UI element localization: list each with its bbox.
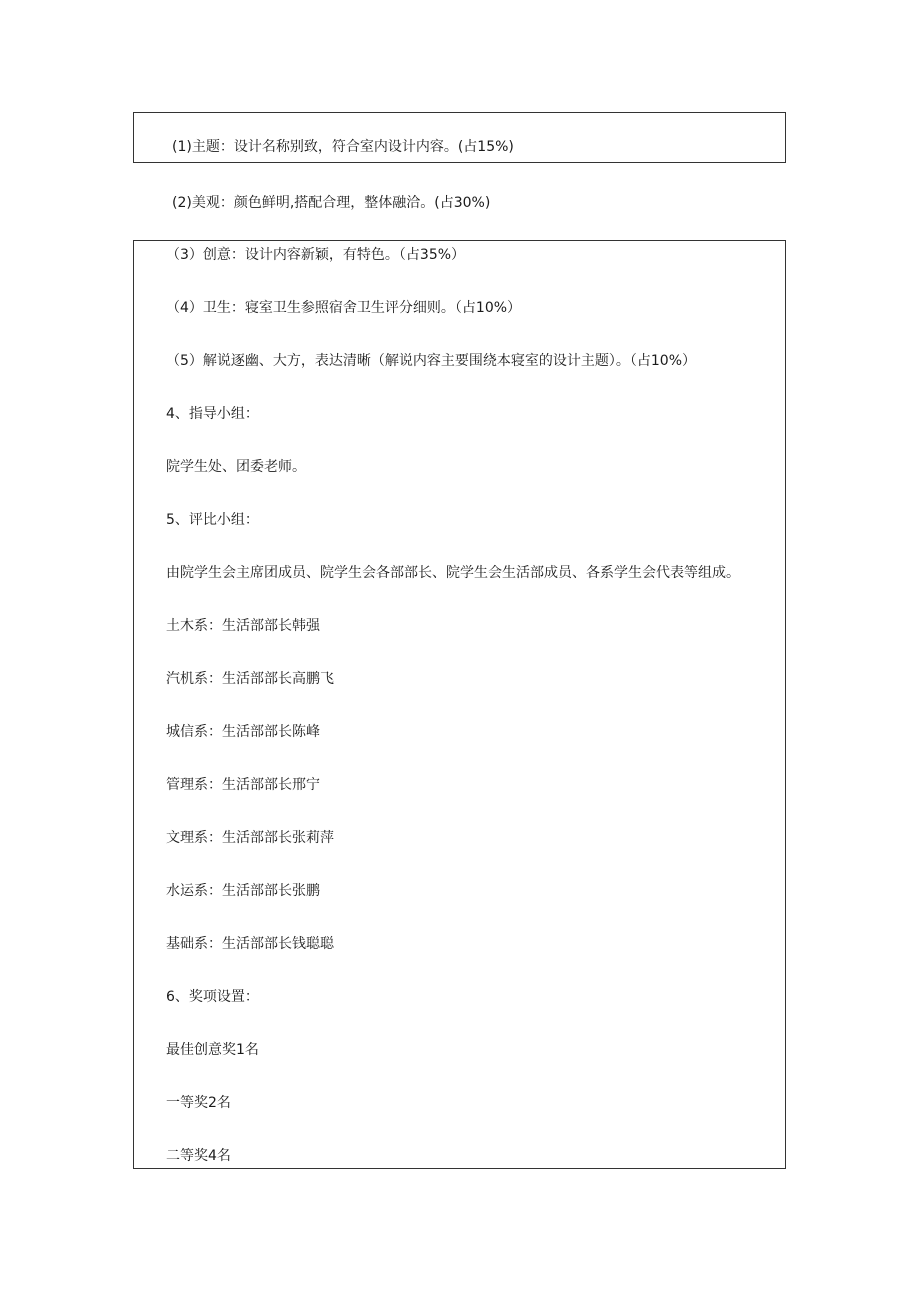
award-item-best-creative: 最佳创意奖1名 [166,1042,259,1058]
judging-member-auto: 汽机系：生活部部长高鹏飞 [166,671,334,687]
criterion-theme: (1)主题：设计名称别致，符合室内设计内容。(占15%) [172,139,514,155]
criterion-hygiene: （4）卫生：寝室卫生参照宿舍卫生评分细则。（占10%） [166,300,522,316]
judging-text: 由院学生会主席团成员、院学生会各部部长、院学生会生活部成员、各系学生会代表等组成。 [166,565,740,581]
content-box-main [133,240,786,1169]
criterion-appearance: (2)美观：颜色鲜明,搭配合理，整体融洽。(占30%) [172,195,491,211]
judging-member-civil: 土木系：生活部部长韩强 [166,618,320,634]
award-item-second-prize: 二等奖4名 [166,1148,231,1164]
judging-member-urban: 城信系：生活部部长陈峰 [166,724,320,740]
judging-heading: 5、评比小组： [166,512,259,528]
guidance-heading: 4、指导小组： [166,406,259,422]
judging-member-arts: 文理系：生活部部长张莉萍 [166,830,334,846]
judging-member-management: 管理系：生活部部长邢宁 [166,777,320,793]
criterion-presentation: （5）解说逐幽、大方，表达清晰（解说内容主要围绕本寝室的设计主题）。（占10%） [166,353,697,369]
award-item-first-prize: 一等奖2名 [166,1095,231,1111]
awards-heading: 6、奖项设置： [166,989,259,1005]
judging-member-basic: 基础系：生活部部长钱聪聪 [166,936,334,952]
guidance-text: 院学生处、团委老师。 [166,459,306,475]
criterion-creativity: （3）创意：设计内容新颖，有特色。（占35%） [166,247,466,263]
judging-member-water: 水运系：生活部部长张鹏 [166,883,320,899]
